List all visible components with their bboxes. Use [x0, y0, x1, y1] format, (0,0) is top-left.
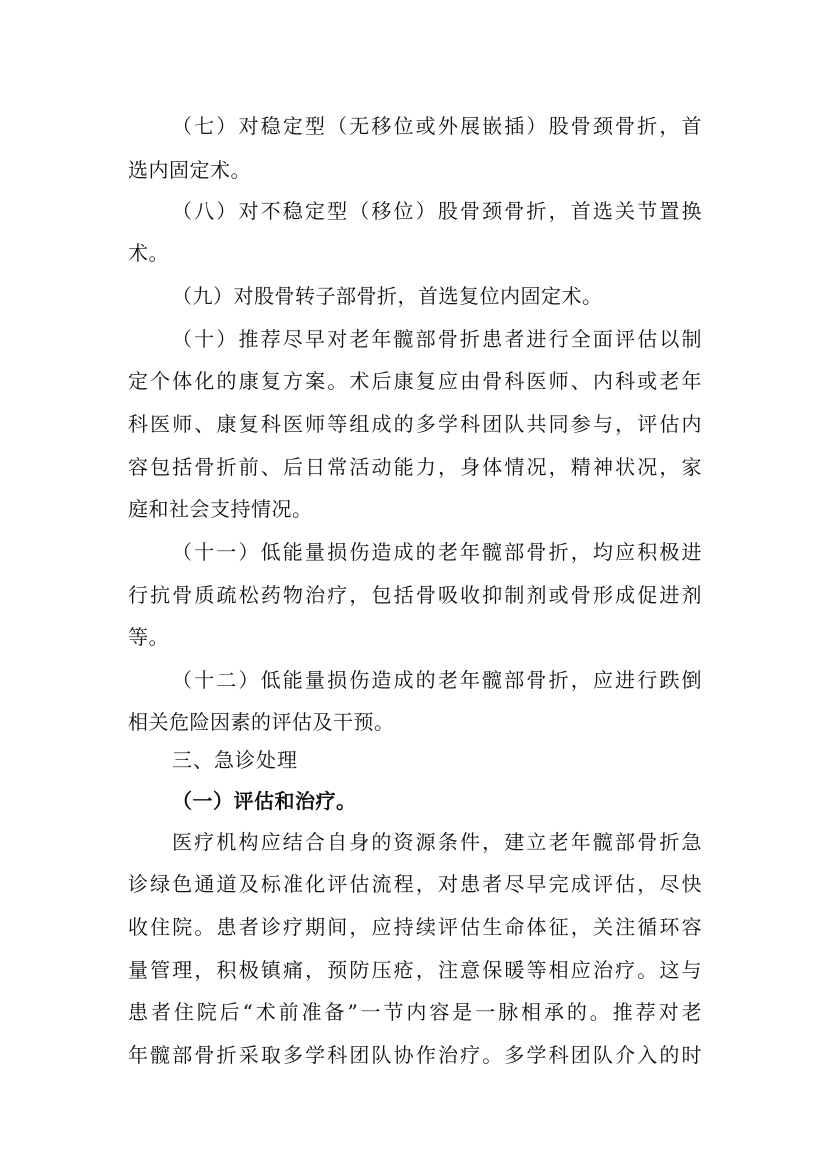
paragraph-12-line-1: （十二）低能量损伤造成的老年髋部骨折，应进行跌倒 [172, 668, 702, 692]
paragraph-12-line-2: 相关危险因素的评估及干预。 [128, 710, 395, 734]
paragraph-8-line-2: 术。 [128, 241, 169, 265]
paragraph-8-line-1: （八）对不稳定型（移位）股骨颈骨折，首选关节置换 [172, 199, 702, 223]
paragraph-13-line-2: 诊绿色通道及标准化评估流程，对患者尽早完成评估，尽快 [128, 872, 702, 896]
paragraph-10-line-4: 容包括骨折前、后日常活动能力，身体情况，精神状况，家 [128, 455, 702, 479]
paragraph-7-line-1: （七）对稳定型（无移位或外展嵌插）股骨颈骨折，首 [172, 114, 702, 138]
paragraph-13-line-6: 年髋部骨折采取多学科团队协作治疗。多学科团队介入的时 [128, 1043, 702, 1067]
paragraph-13-line-3: 收住院。患者诊疗期间，应持续评估生命体征，关注循环容 [128, 915, 702, 939]
paragraph-10-line-2: 定个体化的康复方案。术后康复应由骨科医师、内科或老年 [128, 369, 702, 393]
paragraph-11-line-3: 等。 [128, 625, 169, 649]
paragraph-10-line-1: （十）推荐尽早对老年髋部骨折患者进行全面评估以制 [172, 327, 702, 351]
paragraph-13-line-4: 量管理，积极镇痛，预防压疮，注意保暖等相应治疗。这与 [128, 958, 702, 982]
paragraph-11-line-1: （十一）低能量损伤造成的老年髋部骨折，均应积极进 [172, 540, 702, 564]
paragraph-10-line-3: 科医师、康复科医师等组成的多学科团队共同参与，评估内 [128, 412, 702, 436]
paragraph-9-line-1: （九）对股骨转子部骨折，首选复位内固定术。 [172, 284, 603, 308]
section-heading-emergency: 三、急诊处理 [172, 748, 298, 772]
paragraph-11-line-2: 行抗骨质疏松药物治疗，包括骨吸收抑制剂或骨形成促进剂 [128, 583, 702, 607]
paragraph-13-line-5: 患者住院后“术前准备”一节内容是一脉相承的。推荐对老 [128, 1000, 702, 1024]
paragraph-10-line-5: 庭和社会支持情况。 [128, 497, 313, 521]
paragraph-7-line-2: 选内固定术。 [128, 158, 251, 182]
paragraph-13-line-1: 医疗机构应结合自身的资源条件，建立老年髋部骨折急 [172, 830, 702, 854]
subsection-heading-assessment: （一）评估和治疗。 [172, 789, 357, 813]
